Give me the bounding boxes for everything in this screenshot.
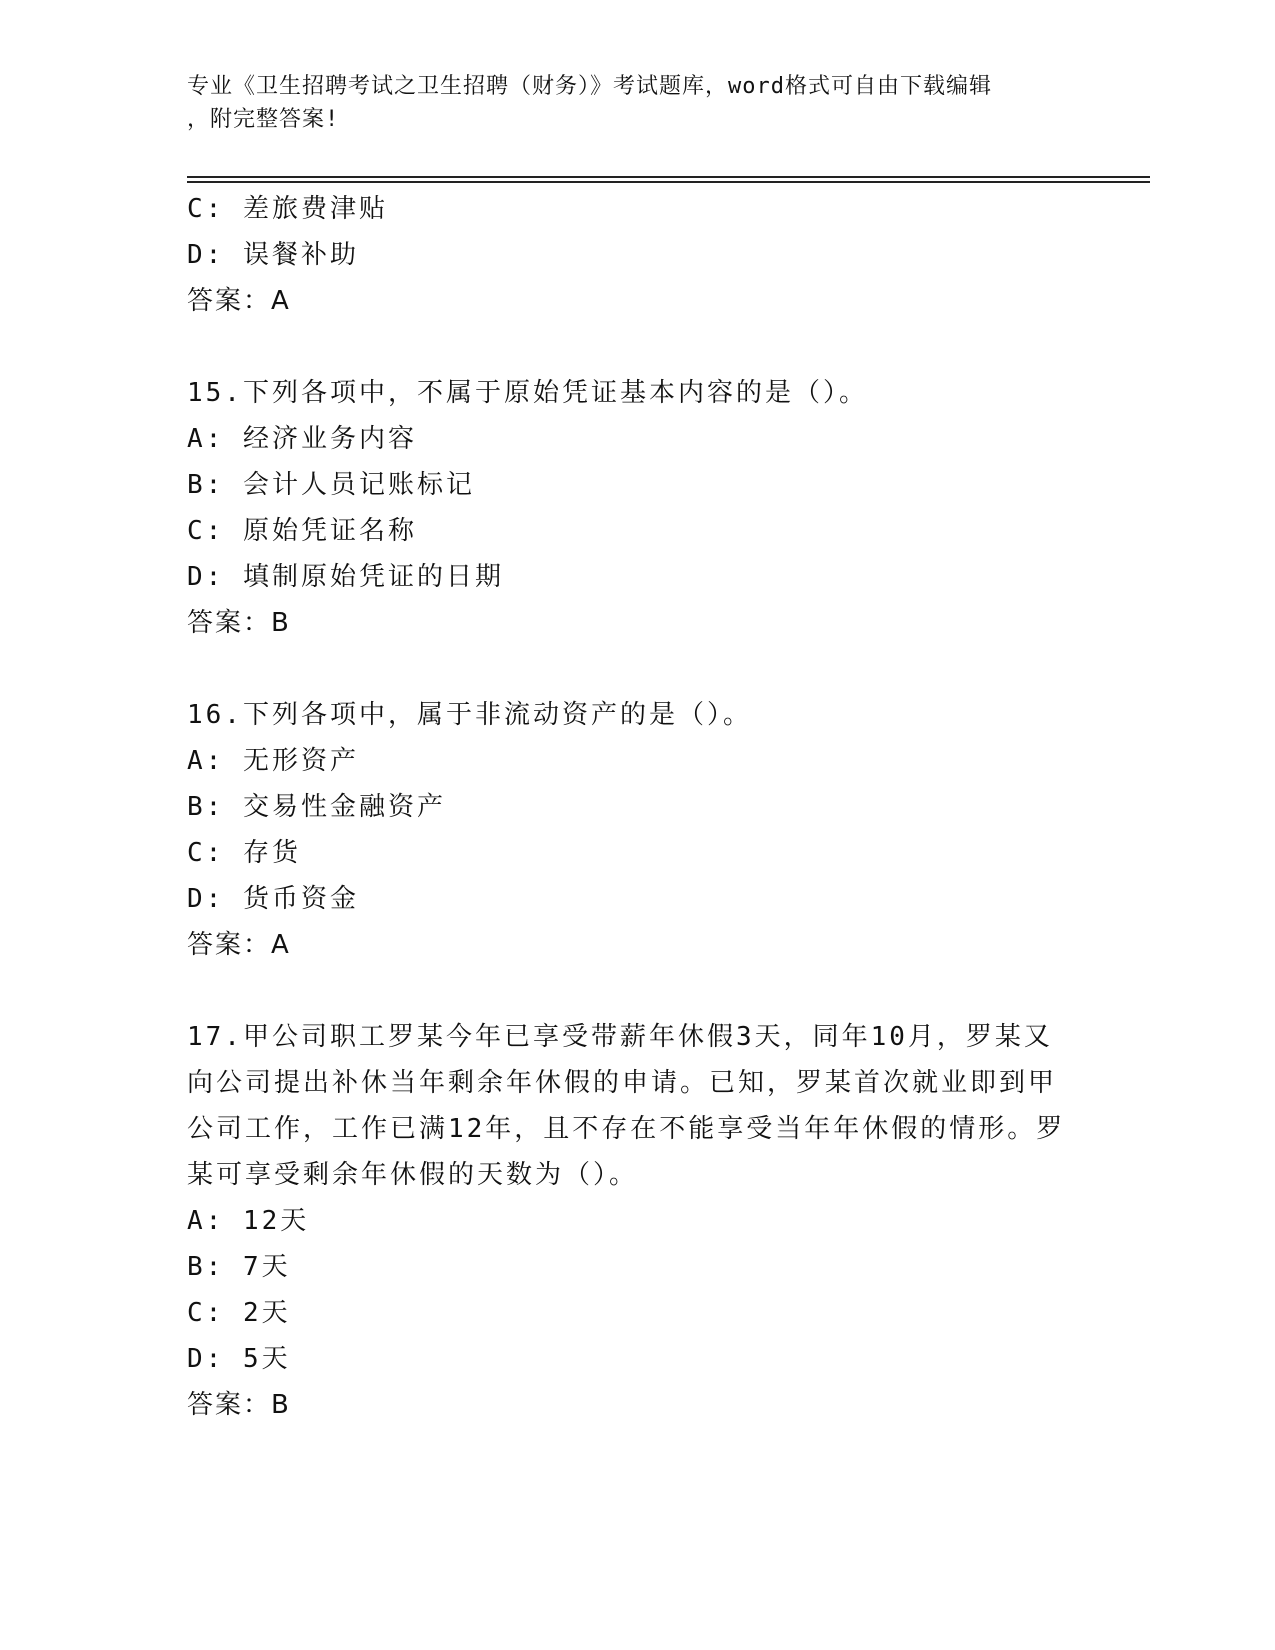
option-b: B: 交易性金融资产 xyxy=(187,792,446,822)
option-d: D: 填制原始凭证的日期 xyxy=(187,562,504,592)
option-c: C: 差旅费津贴 xyxy=(187,194,388,224)
question-17 xyxy=(187,1014,1087,1428)
option-a: A: 12天 xyxy=(187,1206,310,1236)
option-a: A: 无形资产 xyxy=(187,746,359,776)
question-16 xyxy=(187,692,1087,968)
option-d: D: 货币资金 xyxy=(187,884,359,914)
document-header xyxy=(187,70,1087,136)
question-stem-line-3: 公司工作，工作已满12年，且不存在不能享受当年年休假的情形。罗 xyxy=(187,1114,1066,1144)
answer-line: 答案：A xyxy=(187,930,291,960)
option-d: D: 5天 xyxy=(187,1344,291,1374)
question-14-continued xyxy=(187,186,1087,324)
question-stem-line-4: 某可享受剩余年休假的天数为（）。 xyxy=(187,1160,639,1190)
question-15 xyxy=(187,370,1087,646)
option-b: B: 会计人员记账标记 xyxy=(187,470,475,500)
question-list xyxy=(187,186,1087,1428)
answer-line: 答案：B xyxy=(187,1390,291,1420)
header-divider-bottom xyxy=(187,181,1150,183)
question-stem-line-1: 17.甲公司职工罗某今年已享受带薪年休假3天，同年10月，罗某又 xyxy=(187,1022,1053,1052)
option-c: C: 2天 xyxy=(187,1298,291,1328)
option-c: C: 存货 xyxy=(187,838,301,868)
question-stem-line-2: 向公司提出补休当年剩余年休假的申请。已知，罗某首次就业即到甲 xyxy=(187,1068,1058,1098)
option-d: D: 误餐补助 xyxy=(187,240,359,270)
answer-line: 答案：A xyxy=(187,286,291,316)
header-line-2: ，附完整答案! xyxy=(187,107,340,132)
question-stem: 16.下列各项中，属于非流动资产的是（）。 xyxy=(187,700,752,730)
header-line-1: 专业《卫生招聘考试之卫生招聘（财务）》考试题库，word格式可自由下载编辑 xyxy=(187,74,992,99)
question-stem: 15.下列各项中，不属于原始凭证基本内容的是（）。 xyxy=(187,378,868,408)
option-c: C: 原始凭证名称 xyxy=(187,516,417,546)
spacer xyxy=(187,324,1087,370)
option-a: A: 经济业务内容 xyxy=(187,424,417,454)
header-divider-top xyxy=(187,176,1150,178)
option-b: B: 7天 xyxy=(187,1252,291,1282)
spacer xyxy=(187,646,1087,692)
answer-line: 答案：B xyxy=(187,608,291,638)
spacer xyxy=(187,968,1087,1014)
